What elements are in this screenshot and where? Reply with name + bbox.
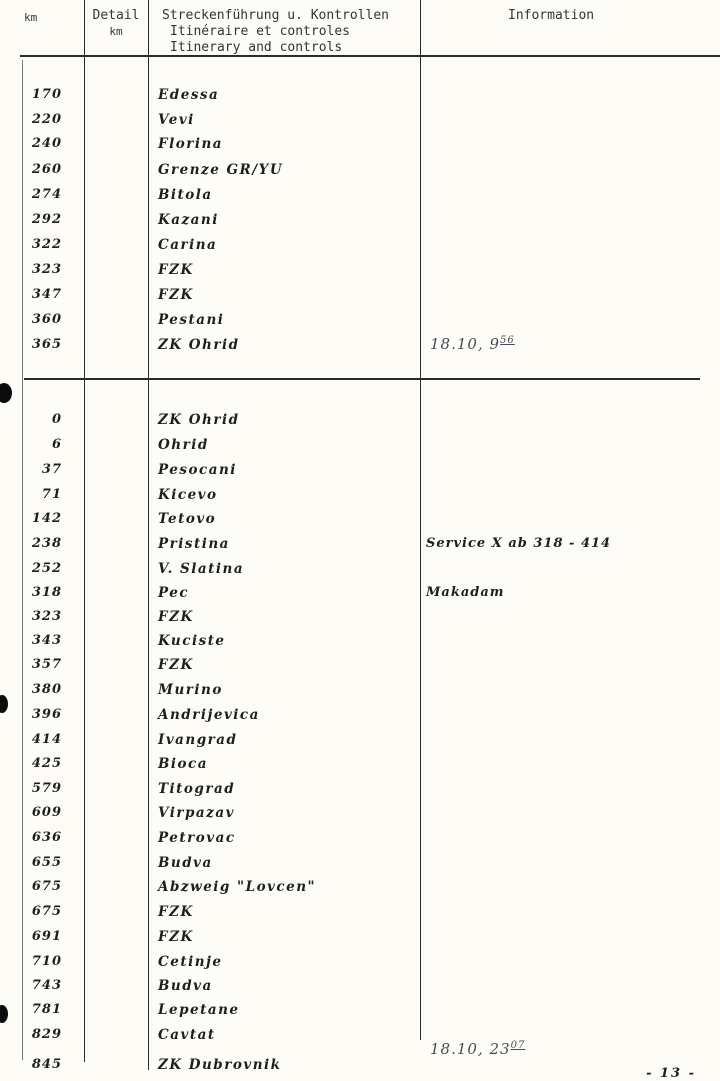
km-value: 691 (31, 929, 62, 944)
km-value: 675 (31, 904, 62, 919)
place-name: Titograd (158, 781, 236, 797)
km-value: 274 (31, 187, 62, 202)
km-value: 829 (31, 1027, 62, 1042)
place-name: Carina (158, 237, 218, 253)
place-name: Edessa (158, 87, 220, 103)
table-row (0, 703, 720, 727)
table-row (0, 483, 720, 507)
table-row (0, 283, 720, 307)
km-value: 238 (31, 536, 62, 551)
header-km: km (24, 11, 38, 24)
place-name: Ohrid (158, 437, 209, 453)
place-name: Murino (158, 682, 223, 698)
km-value: 675 (31, 879, 62, 894)
table-row (0, 532, 720, 556)
km-value: 636 (31, 830, 62, 845)
handwritten-minutes: 07 (510, 1040, 526, 1051)
table-row (0, 333, 720, 357)
header-detail-line1: Detail (92, 8, 140, 23)
table-row (0, 752, 720, 776)
km-value: 357 (31, 657, 62, 672)
place-name: Abzweig "Lovcen" (158, 879, 317, 895)
header-rule (20, 55, 720, 57)
km-value: 322 (31, 237, 62, 252)
table-row (0, 208, 720, 232)
table-row (0, 183, 720, 207)
place-name: FZK (158, 287, 194, 303)
km-value: 170 (31, 87, 62, 102)
place-name: Andrijevica (158, 707, 260, 723)
km-value: 220 (31, 112, 62, 127)
table-row (0, 258, 720, 282)
table-row (0, 433, 720, 457)
table-row (0, 581, 720, 605)
place-name: Kicevo (158, 487, 218, 503)
place-name: Lepetane (158, 1002, 240, 1018)
place-name: ZK Ohrid (158, 337, 240, 353)
place-name: Kuciste (158, 633, 226, 649)
place-name: Pec (158, 585, 190, 601)
place-name: ZK Dubrovnik (158, 1057, 282, 1073)
place-name: Pristina (158, 536, 230, 552)
table-row (0, 629, 720, 653)
km-value: 743 (31, 978, 62, 993)
km-value: 323 (31, 262, 62, 277)
header-route-line1: Streckenführung u. Kontrollen (162, 8, 389, 23)
table-row (0, 900, 720, 924)
table-row (0, 458, 720, 482)
page-number: - 13 - (646, 1066, 696, 1081)
km-value: 323 (31, 609, 62, 624)
km-value: 0 (51, 412, 62, 427)
place-name: Tetovo (158, 511, 217, 527)
handwritten-date: 18.10, (430, 335, 484, 353)
place-name: FZK (158, 904, 194, 920)
handwritten-timestamp (430, 1040, 525, 1058)
km-value: 781 (31, 1002, 62, 1017)
km-value: 343 (31, 633, 62, 648)
table-row (0, 950, 720, 974)
table-row (0, 233, 720, 257)
place-name: Kazani (158, 212, 219, 228)
handwritten-time: 9 (489, 335, 501, 353)
km-value: 318 (31, 585, 62, 600)
section-divider (24, 378, 700, 380)
place-name: Cetinje (158, 954, 223, 970)
place-name: FZK (158, 262, 194, 278)
place-name: FZK (158, 609, 194, 625)
table-row (0, 1023, 720, 1047)
km-value: 655 (31, 855, 62, 870)
km-value: 380 (31, 682, 62, 697)
table-row (0, 826, 720, 850)
handwritten-time: 23 (489, 1040, 511, 1058)
table-row (0, 408, 720, 432)
handwritten-date: 18.10, (430, 1040, 484, 1058)
place-name: V. Slatina (158, 561, 245, 577)
place-name: Grenze GR/YU (158, 162, 284, 178)
km-value: 710 (31, 954, 62, 969)
km-value: 396 (31, 707, 62, 722)
table-row (0, 557, 720, 581)
place-name: Vevi (158, 112, 195, 128)
table-row (0, 132, 720, 156)
km-value: 360 (31, 312, 62, 327)
table-row (0, 678, 720, 702)
km-value: 240 (31, 136, 62, 151)
table-row (0, 801, 720, 825)
km-value: 609 (31, 805, 62, 820)
km-value: 260 (31, 162, 62, 177)
km-value: 142 (31, 511, 62, 526)
handwritten-minutes: 56 (500, 335, 515, 346)
km-value: 6 (51, 437, 62, 452)
km-value: 414 (31, 732, 62, 747)
place-name: FZK (158, 657, 194, 673)
place-name: Bitola (158, 187, 213, 203)
place-name: FZK (158, 929, 194, 945)
place-name: Virpazav (158, 805, 235, 821)
km-value: 347 (31, 287, 62, 302)
table-row (0, 653, 720, 677)
km-value: 425 (31, 756, 62, 771)
km-value: 845 (31, 1057, 62, 1072)
table-row (0, 507, 720, 531)
place-name: Budva (158, 855, 213, 871)
place-name: Petrovac (158, 830, 236, 846)
km-value: 292 (31, 212, 62, 227)
km-value: 71 (41, 487, 62, 502)
table-row (0, 974, 720, 998)
handwritten-timestamp (430, 335, 515, 353)
place-name: Florina (158, 136, 224, 152)
km-value: 365 (31, 337, 62, 352)
table-row (0, 875, 720, 899)
table-row (0, 108, 720, 132)
place-name: Ivangrad (158, 732, 238, 748)
km-value: 37 (41, 462, 62, 477)
info-text: Makadam (426, 585, 505, 600)
header-route (162, 8, 389, 56)
table-row (0, 158, 720, 182)
place-name: Bioca (158, 756, 209, 772)
table-row (0, 728, 720, 752)
table-row (0, 851, 720, 875)
table-row (0, 925, 720, 949)
punch-hole (0, 383, 12, 403)
place-name: Budva (158, 978, 213, 994)
table-row (0, 83, 720, 107)
header-route-line2: Itinéraire et controles (170, 24, 351, 39)
table-row (0, 605, 720, 629)
place-name: Cavtat (158, 1027, 216, 1043)
table-row (0, 1053, 720, 1077)
header-detail-line2: km (109, 25, 123, 38)
table-row (0, 777, 720, 801)
info-text: Service X ab 318 - 414 (426, 536, 612, 551)
header-route-line3: Itinerary and controls (170, 40, 343, 55)
km-value: 252 (31, 561, 62, 576)
table-row (0, 308, 720, 332)
header-info: Information (508, 8, 595, 23)
table-row (0, 998, 720, 1022)
place-name: Pesocani (158, 462, 237, 478)
km-value: 579 (31, 781, 62, 796)
place-name: ZK Ohrid (158, 412, 240, 428)
header-detail (86, 8, 146, 40)
place-name: Pestani (158, 312, 225, 328)
